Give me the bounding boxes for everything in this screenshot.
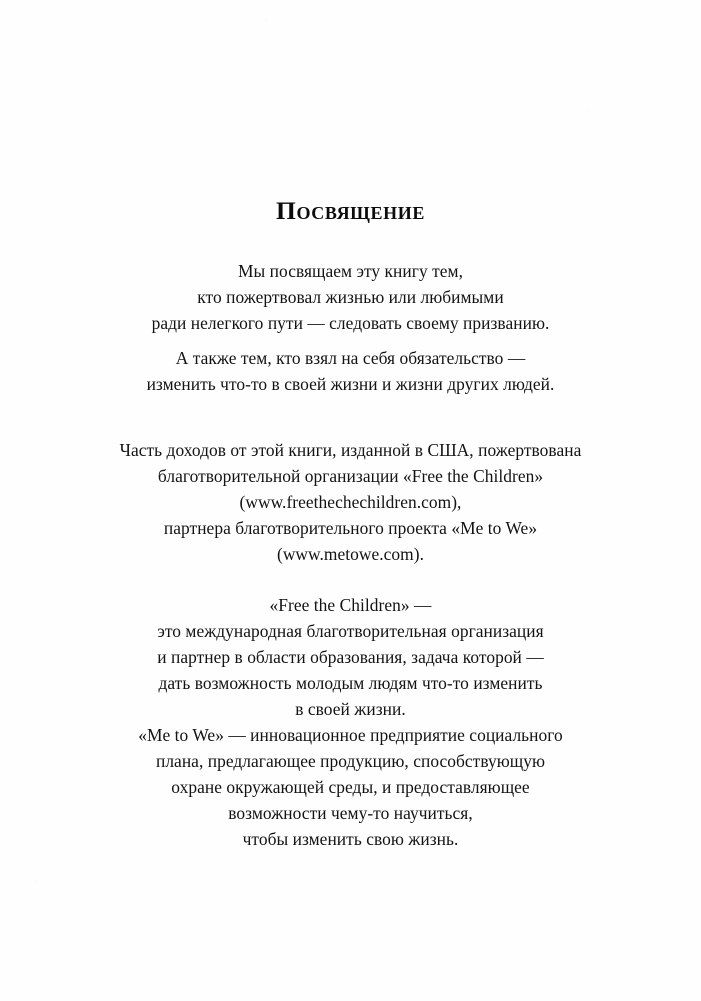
text-line: возможности чему-то научиться,: [228, 803, 473, 823]
text-line: изменить что-то в своей жизни и жизни других людей.: [146, 374, 555, 394]
text-line: в своей жизни.: [295, 699, 406, 719]
paragraph-dedication-also: [41, 345, 661, 397]
paragraph-dedication-who: [41, 258, 661, 336]
text-line: это международная благотворительная организация: [157, 621, 544, 641]
text-line: «Me to We» — инновационное предприятие социального: [138, 725, 563, 745]
text-line: Мы посвящаем эту книгу тем,: [238, 261, 463, 281]
paragraph-organization-descriptions: [41, 592, 661, 852]
text-line: А также тем, кто взял на себя обязательство —: [175, 348, 526, 368]
text-line: плана, предлагающее продукцию, способствующую: [155, 751, 546, 771]
text-line: чтобы изменить свою жизнь.: [242, 829, 459, 849]
text-line: Часть доходов от этой книги, изданной в США, пожертвована: [119, 440, 582, 460]
text-line: кто пожертвовал жизнью или любимыми: [197, 287, 504, 307]
text-line-url-free-the-children: (www.freethechechildren.com),: [239, 492, 462, 512]
text-line-url-me-to-we: (www.metowe.com).: [276, 544, 424, 564]
text-line: и партнер в области образования, задача которой —: [157, 647, 544, 667]
text-line: партнера благотворительного проекта «Me to We»: [163, 518, 538, 538]
text-line: дать возможность молодым людям что-то изменить: [158, 673, 543, 693]
text-line: благотворительной организации «Free the Children»: [157, 466, 544, 486]
text-line: охране окружающей среды, и предоставляющее: [171, 777, 530, 797]
page-title: Посвящение: [276, 196, 425, 225]
paragraph-proceeds-donation: [41, 437, 661, 567]
text-line: ради нелегкого пути — следовать своему призванию.: [151, 313, 550, 333]
text-line: «Free the Children» —: [269, 595, 432, 615]
